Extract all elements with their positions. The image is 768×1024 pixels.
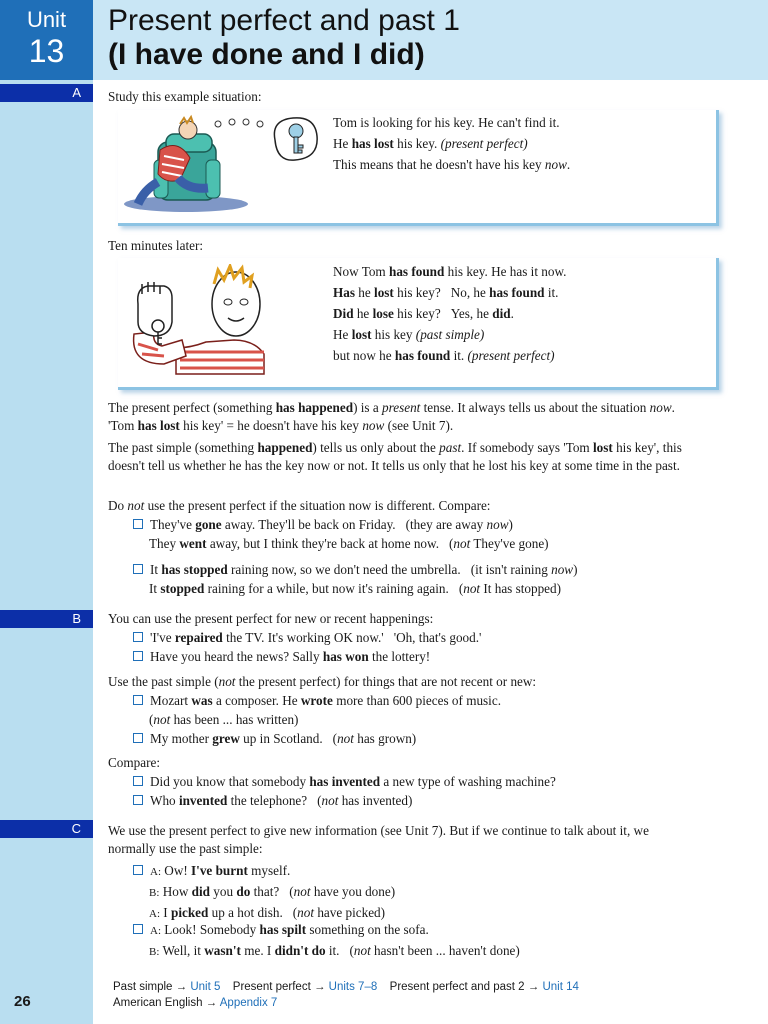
example2-line4: He lost his key (past simple) [333, 327, 485, 342]
example-box-1 [333, 112, 570, 175]
example2-line2: Has he lost his key? No, he has found it. [333, 285, 559, 300]
checkbox-bullet-icon [133, 733, 143, 743]
section-marker-a: A [0, 84, 93, 102]
section-b-list-1: 'I've repaired the TV. It's working OK now.' 'Oh, that's good.' Have you heard the news? Sally has won the lottery! [133, 628, 481, 666]
compare-item-2: It has stopped raining now, so we don't need the umbrella. (it isn't raining now) It stopped raining for a while, but now it's raining again. (not It has stopped) [133, 560, 577, 598]
example2-line1: Now Tom has found his key. He has it now. [333, 264, 567, 279]
section-b-past-simple-intro: Use the past simple (not the present perfect) for things that are not recent or new: [108, 674, 537, 689]
compare-item-1: They've gone away. They'll be back on Friday. (they are away now) They went away, but I think they're back at home now. (not They've gone) [133, 515, 549, 553]
dialogue-1: A: Ow! I've burnt myself. B: How did you do that? (not have you done) A: I picked up a hot dish. (not have picked) [133, 861, 395, 924]
paragraph-present-perfect: The present perfect (something has happened) is a present tense. It always tells us about the situation now. 'Tom has lost his key' = he doesn't have his key now (see Unit 7). [108, 400, 675, 433]
unit-number: 13 [28, 33, 65, 69]
paragraph-compare-intro: Do not use the present perfect if the situation now is different. Compare: [108, 498, 491, 513]
section-b-list-2: Mozart was a composer. He wrote more than 600 pieces of music. (not has been ... has written) My mother grew up in Scotland. (not has grown) [133, 691, 501, 748]
ten-minutes-later: Ten minutes later: [108, 238, 204, 253]
paragraph-past-simple: The past simple (something happened) tells us only about the past. If somebody says 'Tom lost his key', this doesn't tell us whether he has the key now or not. It tells us only that he lost his key at some time in the past. [108, 440, 682, 473]
checkbox-bullet-icon [133, 695, 143, 705]
checkbox-bullet-icon [133, 632, 143, 642]
tom-holding-key-illustration [124, 264, 269, 376]
section-c-intro: We use the present perfect to give new information (see Unit 7). But if we continue to talk about it, we normally use the past simple: [108, 823, 649, 856]
checkbox-bullet-icon [133, 924, 143, 934]
example1-line1: Tom is looking for his key. He can't find it. [333, 115, 560, 130]
title-line-2: (I have done and I did) [108, 38, 425, 71]
section-marker-b: B [0, 610, 93, 628]
example1-line2: He has lost his key. (present perfect) [333, 136, 528, 151]
checkbox-bullet-icon [133, 776, 143, 786]
page-number: 26 [14, 993, 31, 1010]
page-title [108, 4, 460, 72]
link-unit-14[interactable]: Unit 14 [542, 981, 579, 993]
section-b-list-3: Did you know that somebody has invented a new type of washing machine? Who invented the telephone? (not has invented) [133, 772, 556, 810]
key-thought-bubble-icon [265, 114, 323, 166]
section-marker-c: C [0, 820, 93, 838]
dialogue-2: A: Look! Somebody has spilt something on the sofa. B: Well, it wasn't me. I didn't do it. (not hasn't been ... haven't done) [133, 920, 520, 962]
example2-line5: but now he has found it. (present perfect) [333, 348, 555, 363]
example2-line3: Did he lose his key? Yes, he did. [333, 306, 514, 321]
link-unit-5[interactable]: Unit 5 [190, 981, 221, 993]
checkbox-bullet-icon [133, 795, 143, 805]
checkbox-bullet-icon [133, 865, 143, 875]
title-line-1: Present perfect and past 1 [108, 4, 460, 37]
section-b-intro: You can use the present perfect for new or recent happenings: [108, 611, 434, 626]
section-b-compare: Compare: [108, 755, 161, 770]
checkbox-bullet-icon [133, 564, 143, 574]
checkbox-bullet-icon [133, 519, 143, 529]
example1-line3: This means that he doesn't have his key now. [333, 157, 571, 172]
checkbox-bullet-icon [133, 651, 143, 661]
sidebar-strip [0, 0, 93, 1024]
unit-badge [0, 0, 93, 80]
example-box-2 [333, 261, 566, 366]
cross-reference-footer: Past simple → Unit 5 Present perfect → Units 7–8 Present perfect and past 2 → Unit 14 American English → Appendix 7 [113, 981, 579, 1009]
link-units-7-8[interactable]: Units 7–8 [328, 981, 378, 993]
section-a-intro: Study this example situation: [108, 89, 262, 104]
unit-label: Unit [26, 7, 67, 32]
link-appendix-7[interactable]: Appendix 7 [219, 997, 278, 1009]
